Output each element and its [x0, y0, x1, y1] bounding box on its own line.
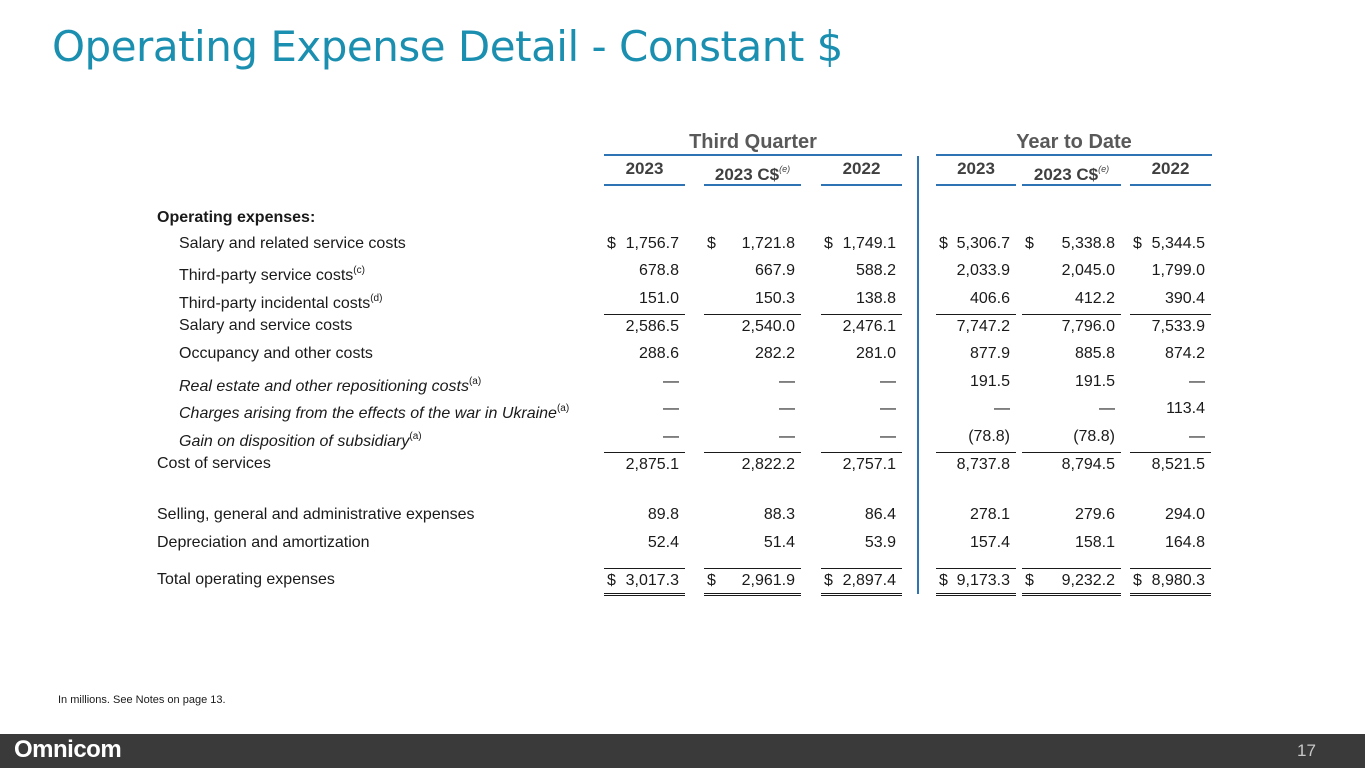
cell-value: 1,756.7 — [625, 235, 679, 252]
cell-value: — — [1189, 373, 1205, 390]
table-cell — [604, 503, 685, 527]
currency-symbol: $ — [707, 572, 716, 589]
table-cell — [821, 452, 902, 477]
table-row — [0, 568, 1365, 592]
table-cell — [936, 425, 1016, 449]
currency-symbol: $ — [1025, 572, 1034, 589]
table-cell — [821, 232, 902, 256]
table-cell — [1022, 342, 1121, 366]
cell-value: (78.8) — [1073, 428, 1115, 445]
cell-value: 5,344.5 — [1151, 235, 1205, 252]
table-cell — [936, 232, 1016, 256]
table-cell — [1022, 568, 1121, 596]
currency-symbol: $ — [939, 572, 948, 589]
table-cell — [604, 531, 685, 555]
currency-symbol: $ — [1025, 235, 1034, 252]
table-cell — [1022, 232, 1121, 256]
column-header-note: (e) — [779, 164, 791, 174]
cell-value: — — [663, 428, 679, 445]
group-rule-year-to-date — [936, 154, 1212, 156]
cell-value: 191.5 — [969, 373, 1010, 390]
cell-value: 89.8 — [647, 506, 679, 523]
table-cell — [704, 314, 801, 339]
cell-value: 52.4 — [647, 534, 679, 551]
row-label — [179, 314, 352, 338]
table-cell — [1130, 503, 1211, 527]
cell-value: 406.6 — [969, 290, 1010, 307]
table-row — [0, 370, 1365, 394]
table-cell — [604, 232, 685, 256]
table-cell — [704, 425, 801, 449]
cell-value: 88.3 — [763, 506, 795, 523]
row-label — [157, 568, 335, 592]
row-label-text: Depreciation and amortization — [157, 534, 370, 551]
cell-value: 2,586.5 — [625, 318, 679, 335]
cell-value: — — [663, 373, 679, 390]
currency-symbol: $ — [1133, 235, 1142, 252]
cell-value: 164.8 — [1164, 534, 1205, 551]
cell-value: 3,017.3 — [625, 572, 679, 589]
table-cell — [604, 342, 685, 366]
cell-value: — — [779, 373, 795, 390]
currency-symbol: $ — [707, 235, 716, 252]
table-cell — [704, 206, 801, 230]
row-label-text: Selling, general and administrative expenses — [157, 506, 475, 523]
row-label-text: Cost of services — [157, 455, 271, 472]
cell-value: 2,757.1 — [842, 456, 896, 473]
cell-value: — — [1099, 400, 1115, 417]
row-label — [179, 287, 382, 316]
group-header-year-to-date: Year to Date — [1016, 131, 1132, 153]
row-label — [179, 259, 365, 288]
table-cell — [821, 342, 902, 366]
table-cell — [1130, 342, 1211, 366]
row-label-text: Charges arising from the effects of the war in Ukraine — [179, 405, 557, 422]
cell-value: 151.0 — [638, 290, 679, 307]
table-row — [0, 314, 1365, 338]
table-cell — [1130, 287, 1211, 311]
table-cell — [936, 314, 1016, 339]
table-row — [0, 342, 1365, 366]
cell-value: — — [880, 373, 896, 390]
cell-value: 5,306.7 — [956, 235, 1010, 252]
table-cell — [1130, 568, 1211, 596]
table-row — [0, 531, 1365, 555]
table-cell — [1130, 370, 1211, 394]
cell-value: 51.4 — [763, 534, 795, 551]
cell-value: 281.0 — [855, 345, 896, 362]
table-cell — [604, 425, 685, 449]
table-cell — [936, 259, 1016, 283]
currency-symbol: $ — [939, 235, 948, 252]
cell-value: 678.8 — [638, 262, 679, 279]
cell-value: 2,045.0 — [1061, 262, 1115, 279]
cell-value: 53.9 — [864, 534, 896, 551]
row-label-text: Real estate and other repositioning costs — [179, 378, 469, 395]
table-row — [0, 452, 1365, 476]
table-cell — [704, 568, 801, 596]
cell-value: 2,033.9 — [956, 262, 1010, 279]
table-cell — [1130, 531, 1211, 555]
cell-value: 282.2 — [754, 345, 795, 362]
table-cell — [936, 287, 1016, 311]
table-cell — [1022, 425, 1121, 449]
table-row — [0, 232, 1365, 256]
column-header — [704, 158, 801, 186]
table-cell — [604, 259, 685, 283]
table-cell — [1022, 314, 1121, 339]
currency-symbol: $ — [607, 235, 616, 252]
table-row — [0, 206, 1365, 230]
row-label-text: Salary and service costs — [179, 317, 353, 334]
cell-value: 2,540.0 — [741, 318, 795, 335]
column-header-label: 2022 — [842, 159, 881, 178]
omnicom-logo: Omnicom — [14, 736, 122, 763]
cell-value: 7,796.0 — [1061, 318, 1115, 335]
table-cell — [821, 370, 902, 394]
column-header-label: 2023 — [625, 159, 664, 178]
cell-value: 279.6 — [1074, 506, 1115, 523]
table-cell — [704, 342, 801, 366]
row-label-note: (a) — [468, 376, 482, 387]
cell-value: — — [663, 400, 679, 417]
cell-value: 8,521.5 — [1151, 456, 1205, 473]
cell-value: 158.1 — [1074, 534, 1115, 551]
cell-value: 278.1 — [969, 506, 1010, 523]
row-label — [157, 452, 271, 476]
page-title: Operating Expense Detail - Constant $ — [52, 22, 843, 71]
cell-value: 9,232.2 — [1061, 572, 1115, 589]
cell-value: 7,747.2 — [956, 318, 1010, 335]
cell-value: — — [779, 428, 795, 445]
table-cell — [1022, 259, 1121, 283]
group-header-third-quarter: Third Quarter — [689, 131, 817, 153]
table-cell — [1022, 531, 1121, 555]
table-cell — [704, 259, 801, 283]
row-label-text: Gain on disposition of subsidiary — [179, 433, 410, 450]
cell-value: 1,721.8 — [741, 235, 795, 252]
cell-value: 2,822.2 — [741, 456, 795, 473]
table-cell — [604, 397, 685, 421]
cell-value: 138.8 — [855, 290, 896, 307]
table-cell — [1130, 452, 1211, 477]
row-label-note: (d) — [370, 293, 383, 304]
column-header-note: (e) — [1098, 164, 1110, 174]
cell-value: 7,533.9 — [1151, 318, 1205, 335]
row-label-text: Third-party service costs — [179, 267, 354, 284]
table-cell — [604, 287, 685, 311]
cell-value: 150.3 — [754, 290, 795, 307]
row-label-text: Operating expenses: — [157, 209, 316, 226]
currency-symbol: $ — [607, 572, 616, 589]
table-cell — [821, 259, 902, 283]
table-cell — [1130, 397, 1211, 421]
table-cell — [936, 397, 1016, 421]
table-cell — [704, 370, 801, 394]
column-header-label: 2023 C$ — [1033, 165, 1099, 184]
table-cell — [1022, 452, 1121, 477]
column-header-label: 2023 C$ — [714, 165, 780, 184]
table-cell — [604, 568, 685, 596]
cell-value: — — [1189, 428, 1205, 445]
column-header — [936, 158, 1016, 186]
cell-value: 412.2 — [1074, 290, 1115, 307]
table-cell — [936, 452, 1016, 477]
cell-value: — — [779, 400, 795, 417]
column-header-label: 2023 — [957, 159, 995, 178]
table-cell — [821, 531, 902, 555]
table-cell — [1130, 425, 1211, 449]
table-cell — [936, 568, 1016, 596]
row-label-note: (a) — [409, 431, 422, 442]
table-cell — [1130, 314, 1211, 339]
currency-symbol: $ — [1133, 572, 1142, 589]
currency-symbol: $ — [824, 235, 833, 252]
group-rule-third-quarter — [604, 154, 902, 156]
cell-value: 877.9 — [969, 345, 1010, 362]
cell-value: 9,173.3 — [956, 572, 1010, 589]
cell-value: 5,338.8 — [1061, 235, 1115, 252]
row-label — [179, 232, 406, 256]
cell-value: 2,961.9 — [741, 572, 795, 589]
table-cell — [704, 287, 801, 311]
row-label — [157, 503, 475, 527]
row-label — [179, 425, 422, 454]
column-header — [1130, 158, 1211, 186]
cell-value: 2,875.1 — [625, 456, 679, 473]
cell-value: 874.2 — [1164, 345, 1205, 362]
table-cell — [936, 342, 1016, 366]
table-cell — [704, 397, 801, 421]
cell-value: 86.4 — [864, 506, 896, 523]
table-cell — [1022, 287, 1121, 311]
table-row — [0, 503, 1365, 527]
table-cell — [1022, 397, 1121, 421]
column-header-label: 2022 — [1151, 159, 1190, 178]
table-cell — [821, 314, 902, 339]
table-cell — [936, 531, 1016, 555]
row-label-text: Salary and related service costs — [179, 235, 406, 252]
table-cell — [1130, 232, 1211, 256]
cell-value: 885.8 — [1074, 345, 1115, 362]
cell-value: 1,749.1 — [842, 235, 896, 252]
cell-value: 1,799.0 — [1151, 262, 1205, 279]
cell-value: 288.6 — [638, 345, 679, 362]
table-cell — [821, 206, 902, 230]
table-cell — [936, 370, 1016, 394]
table-cell — [821, 425, 902, 449]
page-number: 17 — [1297, 741, 1316, 760]
cell-value: — — [880, 400, 896, 417]
row-label — [179, 370, 481, 399]
table-cell — [821, 287, 902, 311]
table-cell — [821, 503, 902, 527]
table-cell — [704, 452, 801, 477]
row-label-text: Occupancy and other costs — [179, 345, 373, 362]
table-cell — [1022, 370, 1121, 394]
table-cell — [936, 503, 1016, 527]
table-cell — [1022, 503, 1121, 527]
cell-value: 8,737.8 — [956, 456, 1010, 473]
table-cell — [704, 503, 801, 527]
table-cell — [704, 232, 801, 256]
table-row — [0, 287, 1365, 311]
cell-value: — — [994, 400, 1010, 417]
table-cell — [604, 370, 685, 394]
cell-value: 294.0 — [1164, 506, 1205, 523]
table-cell — [821, 568, 902, 596]
table-cell — [604, 314, 685, 339]
row-label — [179, 342, 373, 366]
table-cell — [604, 452, 685, 477]
cell-value: 588.2 — [855, 262, 896, 279]
row-label — [179, 397, 569, 426]
table-cell — [1022, 206, 1121, 230]
cell-value: (78.8) — [968, 428, 1010, 445]
currency-symbol: $ — [824, 572, 833, 589]
cell-value: 2,476.1 — [842, 318, 896, 335]
cell-value: 191.5 — [1074, 373, 1115, 390]
table-cell — [1130, 206, 1211, 230]
table-cell — [1130, 259, 1211, 283]
cell-value: 8,794.5 — [1061, 456, 1115, 473]
column-header — [604, 158, 685, 186]
table-row — [0, 259, 1365, 283]
cell-value: — — [880, 428, 896, 445]
table-cell — [821, 397, 902, 421]
cell-value: 667.9 — [754, 262, 795, 279]
row-label-note: (a) — [556, 403, 570, 414]
row-label — [157, 531, 370, 555]
cell-value: 390.4 — [1164, 290, 1205, 307]
row-label — [157, 206, 315, 230]
table-cell — [936, 206, 1016, 230]
footnote: In millions. See Notes on page 13. — [58, 694, 226, 706]
cell-value: 157.4 — [969, 534, 1010, 551]
cell-value: 2,897.4 — [842, 572, 896, 589]
row-label-text: Third-party incidental costs — [179, 295, 371, 312]
footer-bar — [0, 734, 1365, 768]
cell-value: 113.4 — [1166, 400, 1205, 417]
table-row — [0, 425, 1365, 449]
table-cell — [704, 531, 801, 555]
cell-value: 8,980.3 — [1151, 572, 1205, 589]
table-row — [0, 397, 1365, 421]
column-header — [1022, 158, 1121, 186]
row-label-text: Total operating expenses — [157, 571, 335, 588]
table-cell — [604, 206, 685, 230]
row-label-note: (c) — [353, 265, 365, 276]
column-header — [821, 158, 902, 186]
